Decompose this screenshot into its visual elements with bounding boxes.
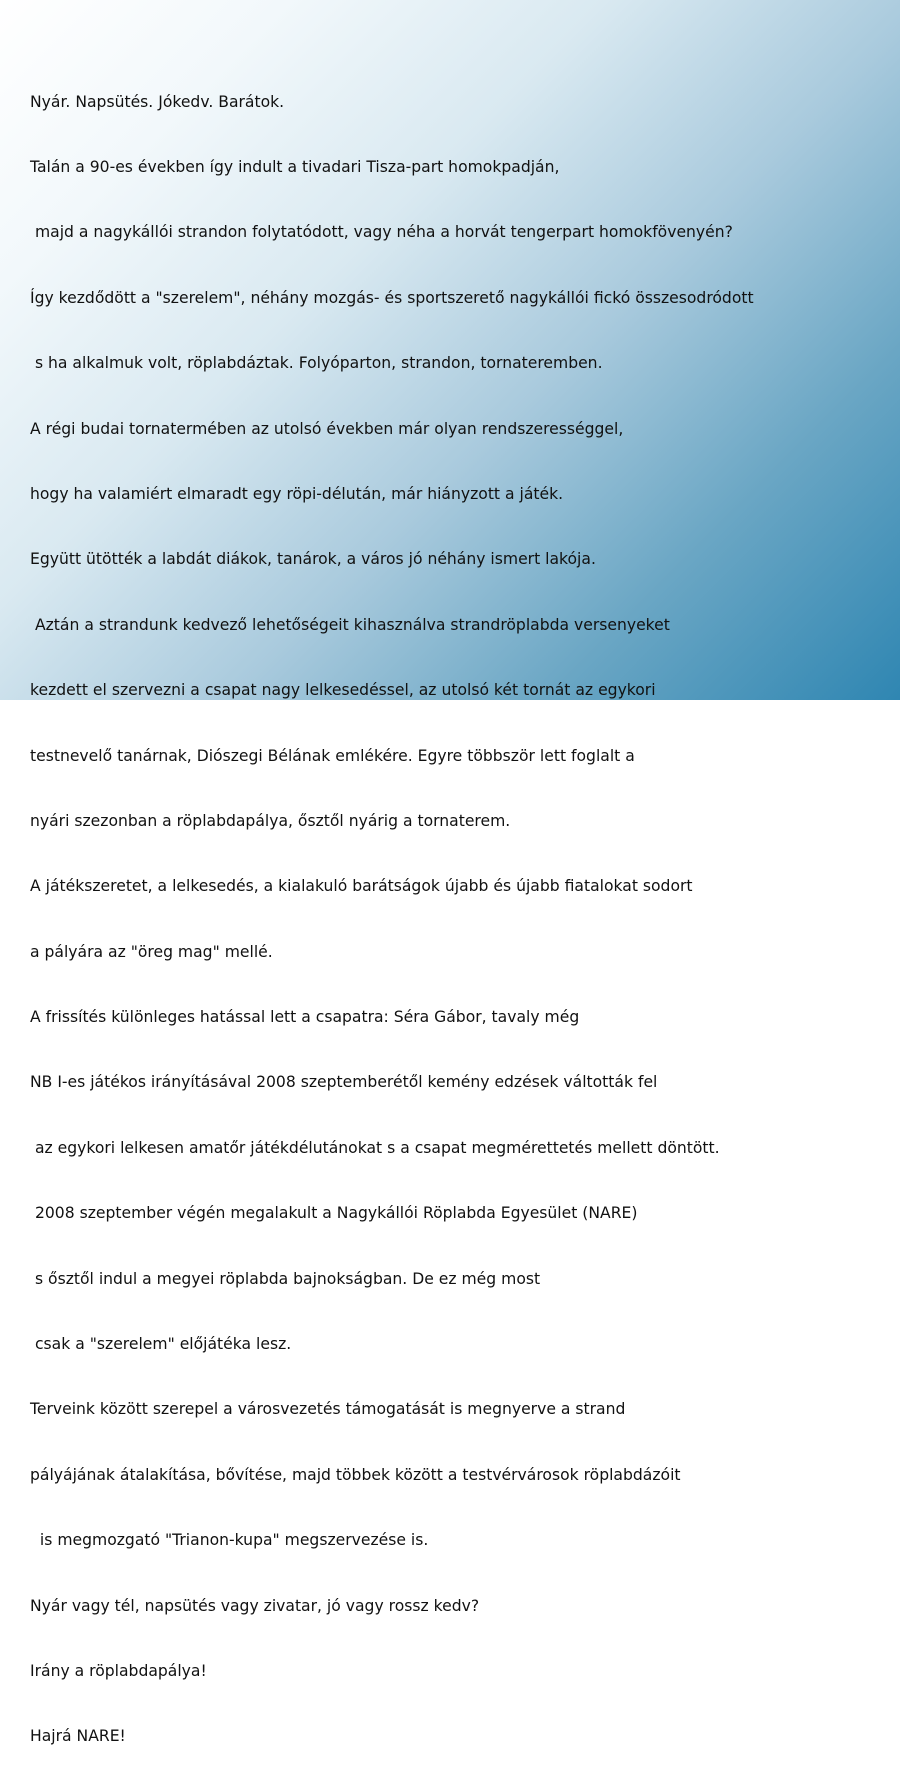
- article-line: A játékszeretet, a lelkesedés, a kialakuló barátságok újabb és újabb fiatalokat sodort: [30, 877, 693, 896]
- article-line: Talán a 90-es években így indult a tivadari Tisza-part homokpadján,: [30, 157, 560, 176]
- article-line: s ha alkalmuk volt, röplabdáztak. Folyóparton, strandon, tornateremben.: [30, 354, 603, 373]
- article-line: A frissítés különleges hatással lett a csapatra: Séra Gábor, tavaly még: [30, 1008, 580, 1027]
- article-line: Nyár. Napsütés. Jókedv. Barátok.: [30, 92, 285, 111]
- article-line: Nyár vagy tél, napsütés vagy zivatar, jó vagy rossz kedv?: [30, 1596, 480, 1615]
- article-line: csak a "szerelem" előjátéka lesz.: [30, 1335, 292, 1354]
- article-line: majd a nagykállói strandon folytatódott, vagy néha a horvát tengerpart homokfövenyén?: [30, 223, 733, 242]
- article-line: az egykori lelkesen amatőr játékdélutánokat s a csapat megmérettetés mellett döntött.: [30, 1138, 720, 1157]
- article-line: Így kezdődött a "szerelem", néhány mozgás- és sportszerető nagykállói fickó összesodródott: [30, 288, 754, 307]
- article-line: pályájának átalakítása, bővítése, majd többek között a testvérvárosok röplabdázóit: [30, 1465, 681, 1484]
- article-line: nyári szezonban a röplabdapálya, ősztől nyárig a tornaterem.: [30, 811, 511, 830]
- article-text: [30, 48, 754, 1792]
- article-line: s ősztől indul a megyei röplabda bajnokságban. De ez még most: [30, 1269, 541, 1288]
- article-line: Együtt ütötték a labdát diákok, tanárok, a város jó néhány ismert lakója.: [30, 550, 596, 569]
- article-line: A régi budai tornatermében az utolsó években már olyan rendszerességgel,: [30, 419, 624, 438]
- article-line: NB I-es játékos irányításával 2008 szeptemberétől kemény edzések váltották fel: [30, 1073, 658, 1092]
- article-line: Hajrá NARE!: [30, 1727, 126, 1746]
- article-line: hogy ha valamiért elmaradt egy röpi-délután, már hiányzott a játék.: [30, 484, 564, 503]
- article-line: Terveink között szerepel a városvezetés támogatását is megnyerve a strand: [30, 1400, 626, 1419]
- article-line: Aztán a strandunk kedvező lehetőségeit kihasználva strandröplabda versenyeket: [30, 615, 670, 634]
- article-line: a pályára az "öreg mag" mellé.: [30, 942, 273, 961]
- article-line: testnevelő tanárnak, Diószegi Bélának emlékére. Egyre többször lett foglalt a: [30, 746, 635, 765]
- article-line: kezdett el szervezni a csapat nagy lelkesedéssel, az utolsó két tornát az egykori: [30, 681, 656, 700]
- article-line: 2008 szeptember végén megalakult a Nagykállói Röplabda Egyesület (NARE): [30, 1204, 638, 1223]
- article-line: is megmozgató "Trianon-kupa" megszervezése is.: [30, 1531, 429, 1550]
- article-line: Irány a röplabdapálya!: [30, 1661, 207, 1680]
